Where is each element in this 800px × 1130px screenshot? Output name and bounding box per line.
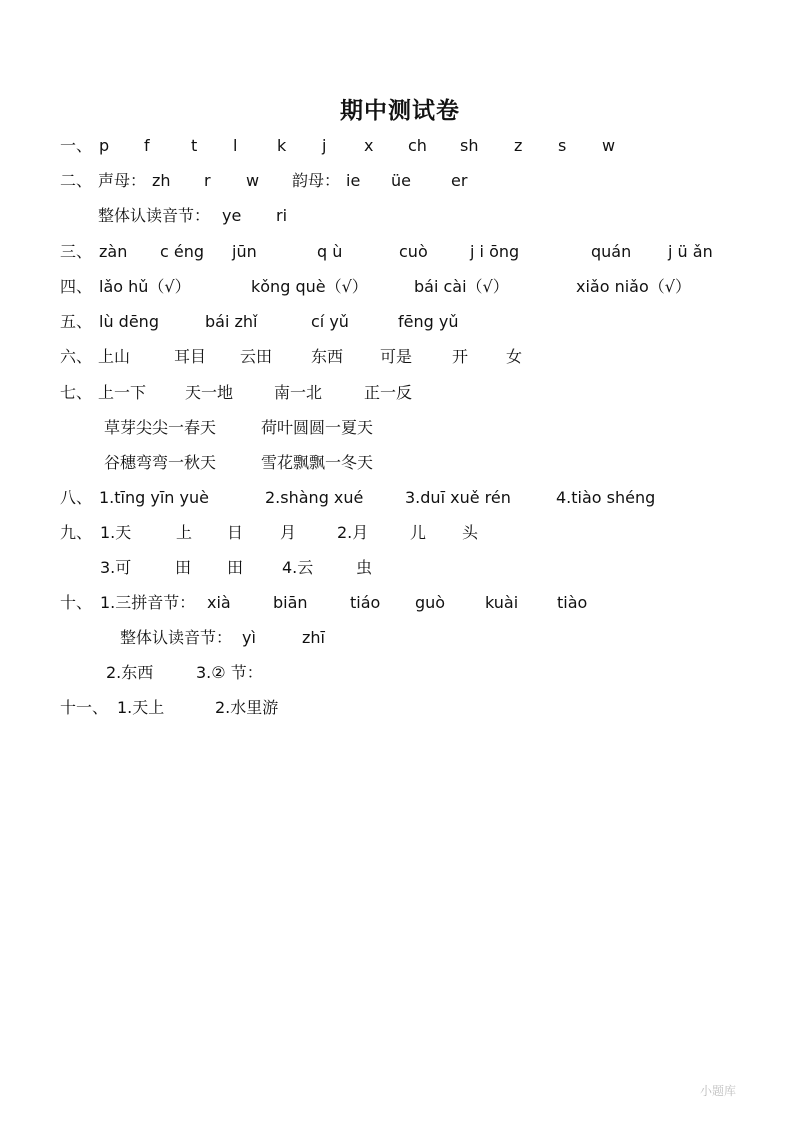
shengmu-label: 声母： <box>98 171 147 190</box>
answer-item: kuài <box>485 593 519 612</box>
yunmu-label: 韵母： <box>292 171 341 190</box>
answer-item: kǒng què（√） <box>251 277 368 296</box>
answer-item: 4.tiào shéng <box>556 488 656 507</box>
answer-item: 雪花飘飘一冬天 <box>261 453 374 472</box>
answer-item: 1.tīng yīn yuè <box>99 488 209 507</box>
answer-item: zàn <box>99 242 128 261</box>
answer-item: 3.可 <box>100 558 132 577</box>
answer-item: tiào <box>557 593 588 612</box>
answer-item: 头 <box>462 523 479 542</box>
watermark: 小题库 <box>700 1084 737 1098</box>
answer-item: üe <box>391 171 411 190</box>
answer-item: 女 <box>506 347 523 366</box>
answer-item: j <box>322 136 327 155</box>
answer-item: 日 <box>227 523 244 542</box>
answer-item: 2.shàng xué <box>265 488 364 507</box>
answer-item: 开 <box>452 347 469 366</box>
answer-item: bái cài（√） <box>414 277 509 296</box>
answer-item: 荷叶圆圆一夏天 <box>261 418 374 437</box>
answer-item: jūn <box>232 242 257 261</box>
answer-item: yì <box>242 628 256 647</box>
answer-item: 谷穗弯弯一秋天 <box>104 453 217 472</box>
answer-item: zhī <box>302 628 325 647</box>
answer-item: bái zhǐ <box>205 312 258 331</box>
answer-item: 南一北 <box>274 383 323 402</box>
section-label: 五、 <box>60 312 93 331</box>
answer-item: 上山 <box>98 347 131 366</box>
section-label: 四、 <box>60 277 93 296</box>
zhengti-label: 整体认读音节： <box>120 628 233 647</box>
answer-item: 2.东西 <box>106 663 154 682</box>
answer-item: x <box>364 136 374 155</box>
answer-item: quán <box>591 242 632 261</box>
answer-item: w <box>246 171 260 190</box>
answer-item: t <box>191 136 198 155</box>
answer-item: z <box>514 136 523 155</box>
answer-item: 云田 <box>240 347 273 366</box>
answer-item: s <box>558 136 567 155</box>
answer-item: 东西 <box>311 347 344 366</box>
answer-item: sh <box>460 136 479 155</box>
answer-item: 正一反 <box>364 383 413 402</box>
answer-item: fēng yǔ <box>398 312 459 331</box>
answer-item: c éng <box>160 242 205 261</box>
answer-item: 天一地 <box>185 383 234 402</box>
answer-item: ye <box>222 206 242 225</box>
answer-item: zh <box>152 171 171 190</box>
answer-item: xiǎo niǎo（√） <box>576 277 691 296</box>
answer-item: 1.天 <box>100 523 132 542</box>
section-label: 二、 <box>60 171 93 190</box>
section-label: 一、 <box>60 136 93 155</box>
answer-item: tiáo <box>350 593 381 612</box>
answer-item: 上 <box>176 523 193 542</box>
answer-item: guò <box>415 593 446 612</box>
answer-item: 儿 <box>410 523 427 542</box>
answer-item: r <box>204 171 211 190</box>
answer-item: 1.天上 <box>117 698 165 717</box>
section-label: 八、 <box>60 488 93 507</box>
answer-item: 草芽尖尖一春天 <box>104 418 217 437</box>
answer-item: f <box>144 136 150 155</box>
answer-item: 耳目 <box>174 347 207 366</box>
answer-item: 可是 <box>380 347 413 366</box>
answer-item: 3.duī xuě rén <box>405 488 511 507</box>
answer-item: biān <box>273 593 308 612</box>
answer-item: 月 <box>280 523 297 542</box>
zhengti-label: 整体认读音节： <box>98 206 211 225</box>
section-label: 十、 <box>60 593 93 612</box>
answer-item: 2.月 <box>337 523 369 542</box>
answer-item: k <box>277 136 287 155</box>
answer-item: l <box>233 136 238 155</box>
answer-item: er <box>451 171 468 190</box>
page-title: 期中测试卷 <box>340 98 460 124</box>
answer-item: 4.云 <box>282 558 314 577</box>
answer-item: 田 <box>175 558 192 577</box>
answer-item: xià <box>207 593 231 612</box>
answer-item: 田 <box>227 558 244 577</box>
answer-item: cuò <box>399 242 428 261</box>
section-label: 七、 <box>60 383 93 402</box>
answer-item: ch <box>408 136 427 155</box>
answer-item: p <box>99 136 110 155</box>
answer-item: lù dēng <box>99 312 159 331</box>
answer-item: 虫 <box>356 558 373 577</box>
answer-item: ie <box>346 171 361 190</box>
answer-item: 2.水里游 <box>215 698 279 717</box>
answer-item: ri <box>276 206 288 225</box>
answer-item: w <box>602 136 616 155</box>
answer-item: 3.② 节： <box>196 663 263 682</box>
answer-item: j i ōng <box>470 242 520 261</box>
answer-item: q ù <box>317 242 343 261</box>
answer-item: cí yǔ <box>311 312 349 331</box>
sanpin-label: 1.三拼音节： <box>100 593 196 612</box>
section-label: 三、 <box>60 242 93 261</box>
section-label: 十一、 <box>60 698 109 717</box>
answer-item: 上一下 <box>98 383 147 402</box>
answer-item: lǎo hǔ（√） <box>99 277 191 296</box>
section-label: 九、 <box>60 523 93 542</box>
answer-item: j ü ǎn <box>668 242 713 261</box>
section-label: 六、 <box>60 347 93 366</box>
